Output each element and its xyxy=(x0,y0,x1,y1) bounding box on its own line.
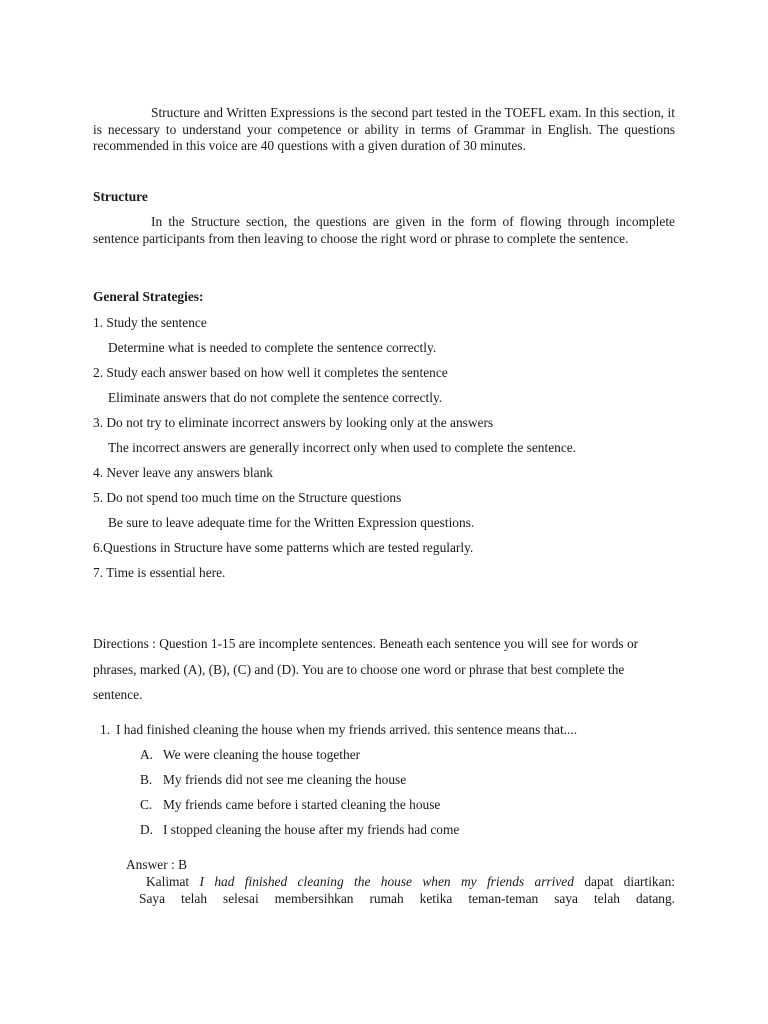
strategy-item: 6.Questions in Structure have some patterns which are tested regularly. xyxy=(93,540,474,555)
option-d xyxy=(140,817,660,842)
option-text: My friends did not see me cleaning the house xyxy=(163,772,407,787)
strategy-item: 4. Never leave any answers blank xyxy=(93,465,273,480)
intro-paragraph: Structure and Written Expressions is the second part tested in the TOEFL exam. In this section, it is necessary to understand your competence or ability in terms of Grammar in English. The questions recommended in this voice are 40 questions with a given duration of 30 minutes. xyxy=(93,105,675,153)
option-letter: B. xyxy=(140,772,153,787)
strategy-detail: The incorrect answers are generally incorrect only when used to complete the sentence. xyxy=(108,440,577,455)
question-1 xyxy=(100,717,680,742)
strategy-detail: Eliminate answers that do not complete the sentence correctly. xyxy=(108,390,443,405)
option-letter: D. xyxy=(140,822,154,837)
explanation-quote: I had finished cleaning the house when my friends arrived xyxy=(199,874,574,889)
question-text: I had finished cleaning the house when my friends arrived. this sentence means that.... xyxy=(116,722,578,737)
option-letter: A. xyxy=(140,747,154,762)
option-b xyxy=(140,767,660,792)
structure-heading: Structure xyxy=(93,189,148,204)
answer-explanation xyxy=(139,873,675,907)
option-c xyxy=(140,792,660,817)
strategy-item: 1. Study the sentence xyxy=(93,315,207,330)
explanation-translation: Saya telah selesai membersihkan rumah ketika teman-teman saya telah datang. xyxy=(139,891,675,906)
strategies-heading: General Strategies: xyxy=(93,289,204,304)
directions-section xyxy=(93,631,675,708)
structure-section xyxy=(93,189,675,205)
question-number: 1. xyxy=(100,722,111,737)
answer-label: Answer : B xyxy=(126,857,187,872)
structure-paragraph: In the Structure section, the questions are given in the form of flowing through incomplete sentence participants from then leaving to choose the right word or phrase to complete the sentence. xyxy=(93,214,675,246)
option-a xyxy=(140,742,660,767)
strategy-item: 7. Time is essential here. xyxy=(93,565,226,580)
strategy-detail: Be sure to leave adequate time for the Written Expression questions. xyxy=(108,515,475,530)
option-letter: C. xyxy=(140,797,153,812)
directions-paragraph: Directions : Question 1-15 are incomplete sentences. Beneath each sentence you will see for words or phrases, marked (A), (B), (C) and (D). You are to choose one word or phrase that best complete the sentence. xyxy=(93,636,639,702)
strategies-section xyxy=(93,289,675,305)
question-1-options xyxy=(140,742,660,842)
explanation-lead: Kalimat xyxy=(146,874,190,889)
strategies-list xyxy=(93,310,675,585)
strategy-item: 2. Study each answer based on how well it completes the sentence xyxy=(93,365,448,380)
strategy-item: 5. Do not spend too much time on the Structure questions xyxy=(93,490,402,505)
option-text: We were cleaning the house together xyxy=(163,747,361,762)
structure-body xyxy=(93,214,675,247)
explanation-tail: dapat diartikan: xyxy=(584,874,675,889)
intro-section xyxy=(93,105,675,155)
option-text: My friends came before i started cleaning the house xyxy=(163,797,441,812)
option-text: I stopped cleaning the house after my friends had come xyxy=(163,822,460,837)
strategy-item: 3. Do not try to eliminate incorrect answers by looking only at the answers xyxy=(93,415,494,430)
strategy-detail: Determine what is needed to complete the sentence correctly. xyxy=(108,340,437,355)
